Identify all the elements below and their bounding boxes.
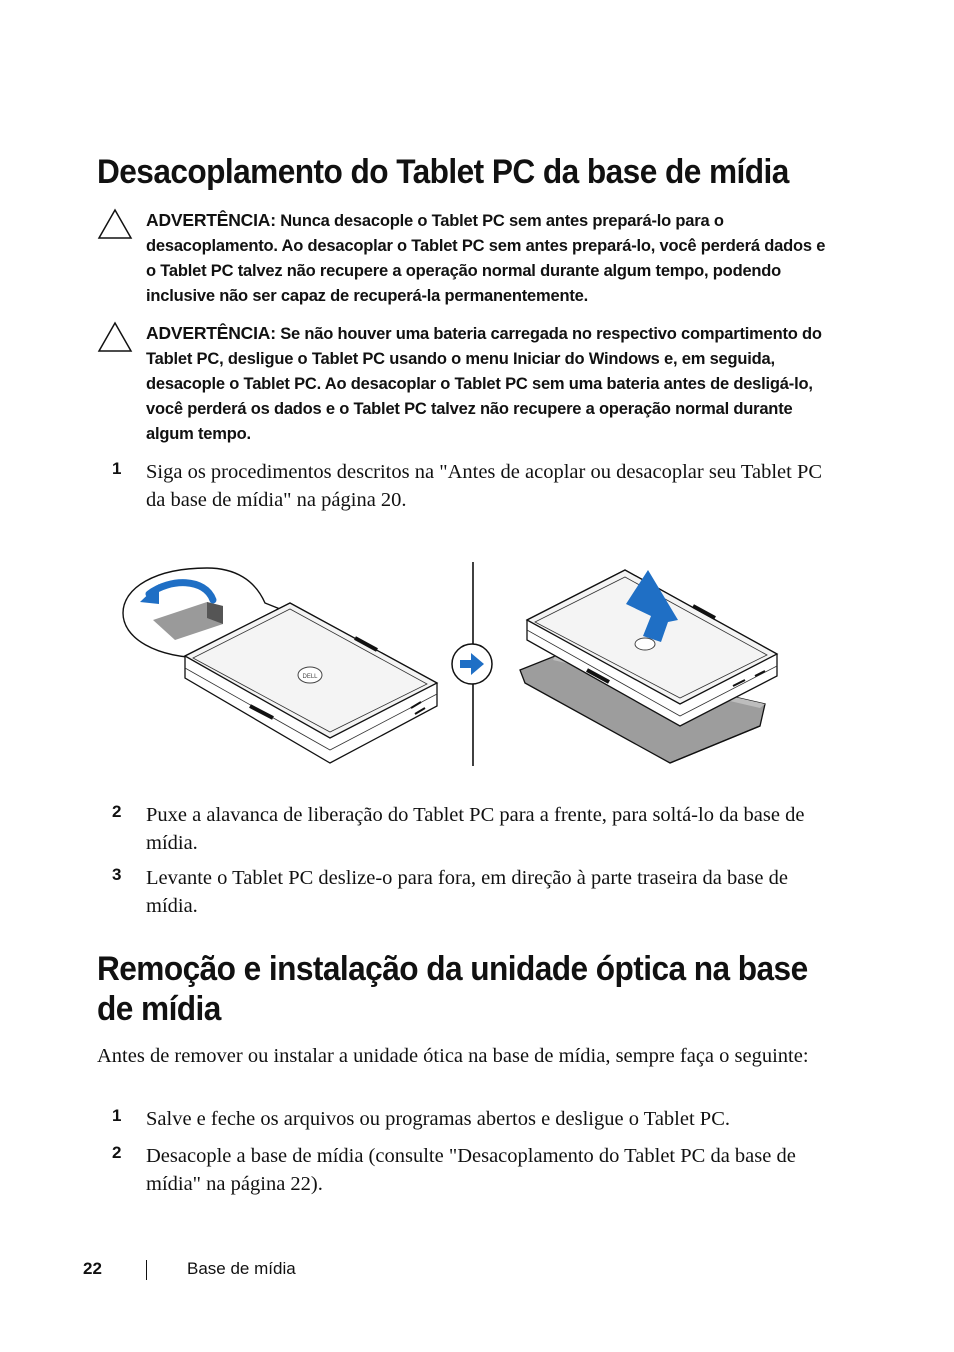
step-number: 3 [112, 865, 122, 884]
warning-label: ADVERTÊNCIA: [146, 323, 276, 343]
section-title: Desacoplamento do Tablet PC da base de mídia [97, 153, 789, 191]
warning-text-cont: do Windows e, em seguida, desacople o Tablet PC. Ao desacoplar o Tablet PC sem uma bateria antes de desligá-lo, você perderá os dados e o Tablet PC talvez não recupere a operação normal durante algum tempo. [146, 350, 813, 443]
menu-name: Iniciar [513, 350, 561, 368]
step-text: Desacople a base de mídia (consulte "Desacoplamento do Tablet PC da base de mídia" na página 22). [146, 1145, 796, 1195]
warning-label: ADVERTÊNCIA: [146, 210, 276, 230]
next-step-arrow-icon [452, 644, 492, 684]
warning-text: Nunca desacople o Tablet PC sem antes prepará-lo para o desacoplamento. Ao desacoplar o Tablet PC sem antes prepará-lo, você perderá dados e o Tablet PC talvez não recupere a operação normal durante algum tempo, podendo inclusive não ser capaz de recuperá-la permanentemente. [146, 212, 826, 305]
step-text: Salve e feche os arquivos ou programas abertos e desligue o Tablet PC. [146, 1108, 730, 1130]
footer-section: Base de mídia [187, 1259, 296, 1278]
step-number: 1 [112, 459, 122, 478]
step-text: Puxe a alavanca de liberação do Tablet PC para a frente, para soltá-lo da base de mídia. [146, 804, 805, 854]
dell-logo: DELL [302, 674, 318, 680]
footer-divider [146, 1260, 147, 1280]
intro-paragraph: Antes de remover ou instalar a unidade ótica na base de mídia, sempre faça o seguinte: [97, 1045, 809, 1067]
step-text: Siga os procedimentos descritos na "Antes de acoplar ou desacoplar seu Tablet PC da base de mídia" na página 20. [146, 461, 823, 511]
warning-triangle-icon [97, 321, 133, 353]
step-number: 1 [112, 1106, 122, 1125]
page-number: 22 [83, 1259, 102, 1278]
step-text: Levante o Tablet PC deslize-o para fora, em direção à parte traseira da base de mídia. [146, 867, 788, 917]
undocking-illustration [115, 558, 785, 773]
section-title: Remoção e instalação da unidade óptica na base de mídia [97, 950, 808, 1028]
warning-text: Se não houver uma bateria carregada no respectivo compartimento do Tablet PC, desligue o Tablet PC usando o menu [146, 325, 822, 368]
step-number: 2 [112, 1143, 122, 1162]
step-number: 2 [112, 802, 122, 821]
warning-triangle-icon [97, 208, 133, 240]
